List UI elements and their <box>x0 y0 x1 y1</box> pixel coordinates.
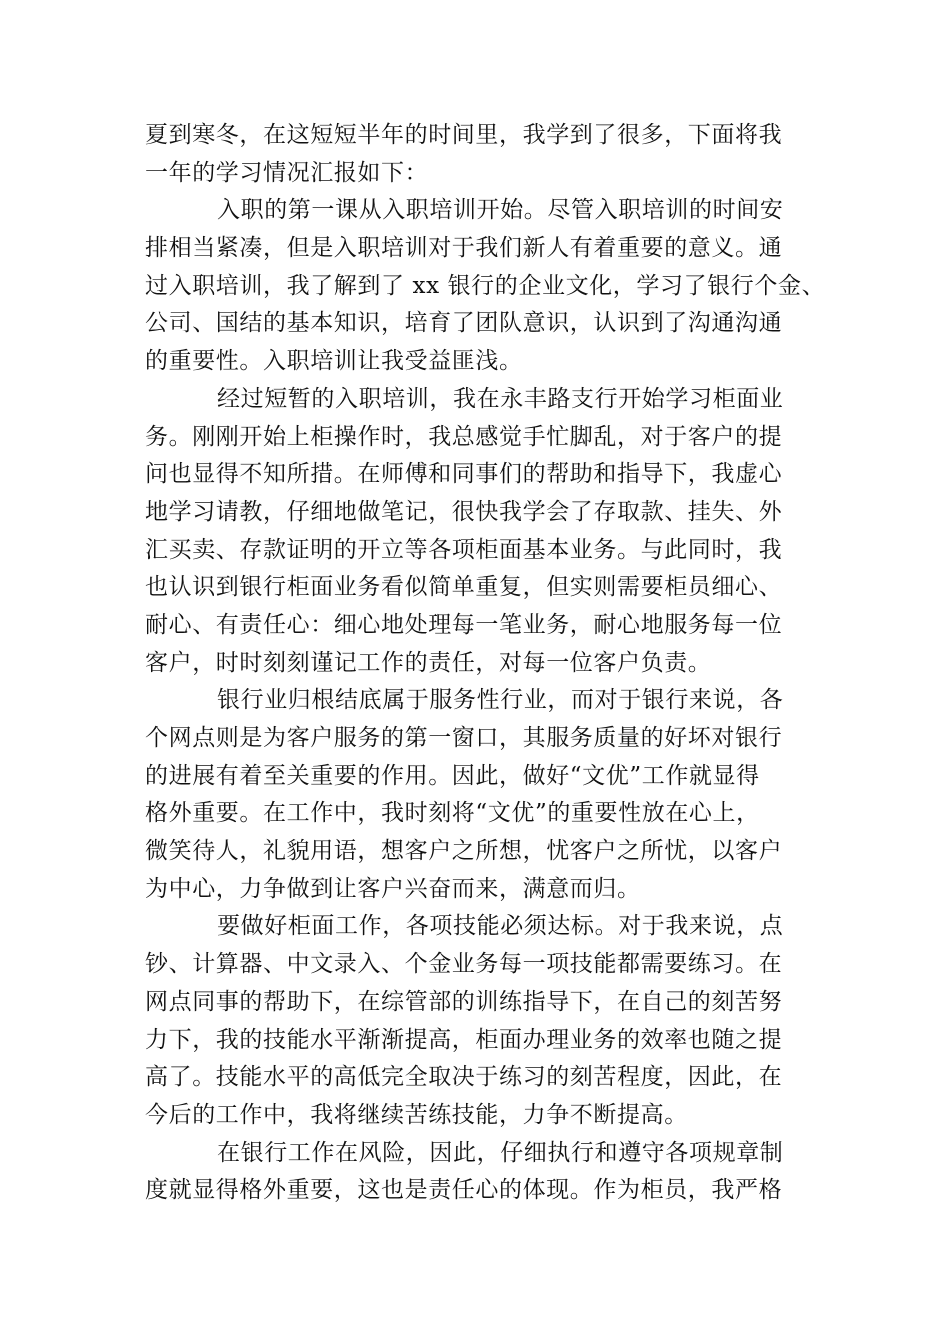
document-body-text <box>145 117 825 1210</box>
text-line: 问也显得不知所措。在师傅和同事们的帮助和指导下，我虚心 <box>145 461 783 488</box>
text-line: 高了。技能水平的高低完全取决于练习的刻苦程度，因此，在 <box>145 1064 783 1091</box>
paragraph-first-line: 银行业归根结底属于服务性行业，而对于银行来说，各 <box>217 687 784 714</box>
text-line: 过入职培训，我了解到了 xx 银行的企业文化，学习了银行个金、 <box>145 272 826 299</box>
text-line: 务。刚刚开始上柜操作时，我总感觉手忙脚乱，对于客户的提 <box>145 423 783 450</box>
paragraph-first-line: 入职的第一课从入职培训开始。尽管入职培训的时间安 <box>217 197 784 224</box>
text-line: 耐心、有责任心：细心地处理每一笔业务，耐心地服务每一位 <box>145 611 783 638</box>
text-line: 个网点则是为客户服务的第一窗口，其服务质量的好坏对银行 <box>145 725 783 751</box>
text-line: 度就显得格外重要，这也是责任心的体现。作为柜员，我严格 <box>145 1177 783 1204</box>
text-line: 公司、国结的基本知识，培育了团队意识，认识到了沟通沟通 <box>145 310 783 337</box>
text-line: 格外重要。在工作中，我时刻将“文优”的重要性放在心上， <box>145 800 760 827</box>
text-line: 微笑待人，礼貌用语，想客户之所想，忧客户之所忧，以客户 <box>145 838 783 865</box>
text-line: 力下，我的技能水平渐渐提高，柜面办理业务的效率也随之提 <box>145 1026 783 1053</box>
paragraph-first-line: 在银行工作在风险，因此，仔细执行和遵守各项规章制 <box>217 1139 784 1166</box>
text-line: 一年的学习情况汇报如下： <box>145 159 429 186</box>
text-line: 客户，时时刻刻谨记工作的责任，对每一位客户负责。 <box>145 649 712 676</box>
text-line: 夏到寒冬，在这短短半年的时间里，我学到了很多，下面将我 <box>145 122 783 148</box>
text-line: 也认识到银行柜面业务看似简单重复，但实则需要柜员细心、 <box>145 574 783 601</box>
text-line: 排相当紧凑，但是入职培训对于我们新人有着重要的意义。通 <box>145 235 783 262</box>
text-line: 的重要性。入职培训让我受益匪浅。 <box>145 348 523 375</box>
text-line: 网点同事的帮助下，在综管部的训练指导下，在自己的刻苦努 <box>145 988 783 1015</box>
text-line: 汇买卖、存款证明的开立等各项柜面基本业务。与此同时，我 <box>145 536 783 563</box>
text-line: 今后的工作中，我将继续苦练技能，力争不断提高。 <box>145 1101 688 1128</box>
paragraph-first-line: 要做好柜面工作，各项技能必须达标。对于我来说，点 <box>217 913 784 940</box>
paragraph-first-line: 经过短暂的入职培训，我在永丰路支行开始学习柜面业 <box>217 385 784 412</box>
text-line: 地学习请教，仔细地做笔记，很快我学会了存取款、挂失、外 <box>145 498 783 525</box>
text-line: 的进展有着至关重要的作用。因此，做好“文优”工作就显得 <box>145 762 760 789</box>
text-line: 为中心，力争做到让客户兴奋而来，满意而归。 <box>145 875 641 902</box>
text-line: 钞、计算器、中文录入、个金业务每一项技能都需要练习。在 <box>145 951 783 978</box>
